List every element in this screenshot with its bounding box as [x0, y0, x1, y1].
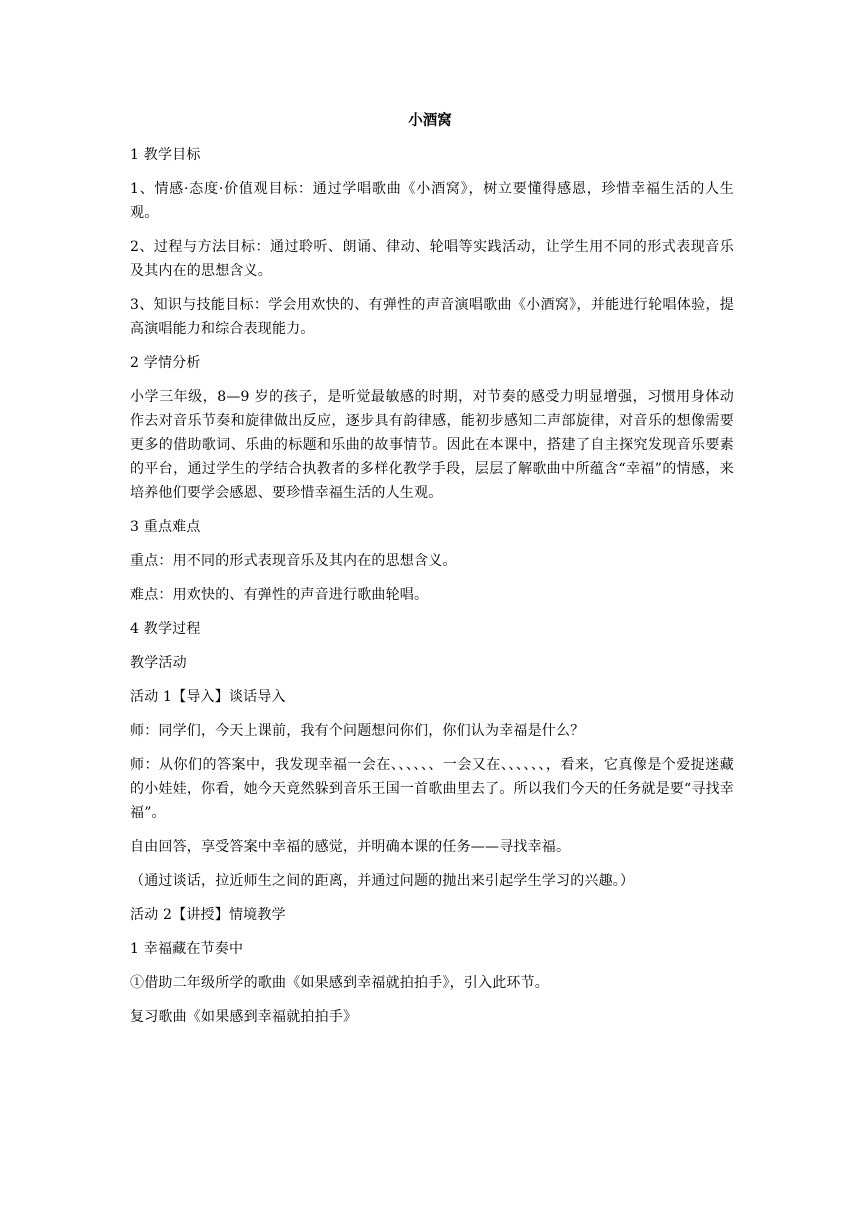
- paragraph-teaching-activities: 教学活动: [130, 655, 187, 671]
- paragraph-review-song: 复习歌曲《如果感到幸福就拍拍手》: [130, 1009, 358, 1025]
- section-heading-process: 4 教学过程: [130, 621, 201, 637]
- section-heading-key-points: 3 重点难点: [130, 519, 201, 535]
- paragraph-objective-1: 1、情感·态度·价值观目标：通过学唱歌曲《小酒窝》，树立要懂得感恩，珍惜幸福生活的人生观。: [130, 181, 734, 221]
- subsection-heading-rhythm: 1 幸福藏在节奏中: [130, 941, 244, 957]
- paragraph-analysis: 小学三年级，8—9 岁的孩子，是听觉最敏感的时期，对节奏的感受力明显增强，习惯用身体动作去对音乐节奏和旋律做出反应，逐步具有韵律感，能初步感知二声部旋律，对音乐的想像需要更多的借助歌词、乐曲的标题和乐曲的故事情节。因此在本课中，搭建了自主探究发现音乐要素的平台，通过学生的学结合执教者的多样化教学手段，层层了解歌曲中所蕴含“幸福”的情感，来培养他们要学会感恩、要珍惜幸福生活的人生观。: [130, 389, 734, 501]
- paragraph-difficult-point: 难点：用欢快的、有弹性的声音进行歌曲轮唱。: [130, 587, 429, 603]
- paragraph-note: （通过谈话，拉近师生之间的距离，并通过问题的抛出来引起学生学习的兴趣。）: [130, 873, 635, 889]
- section-heading-objectives: 1 教学目标: [130, 147, 201, 163]
- document-title: 小酒窝: [408, 112, 452, 129]
- paragraph-step-1: ①借助二年级所学的歌曲《如果感到幸福就拍拍手》，引入此环节。: [130, 975, 549, 991]
- paragraph-key-point: 重点：用不同的形式表现音乐及其内在的思想含义。: [130, 553, 457, 569]
- activity-2-heading: 活动 2【讲授】情境教学: [130, 907, 286, 923]
- paragraph-student-answer: 自由回答，享受答案中幸福的感觉，并明确本课的任务——寻找幸福。: [130, 839, 571, 855]
- activity-1-heading: 活动 1【导入】谈话导入: [130, 689, 286, 705]
- paragraph-teacher-response: 师：从你们的答案中，我发现幸福一会在、、、、、、一会又在、、、、、、，看来，它真像是个爱捉迷藏的小娃娃，你看，她今天竟然躲到音乐王国一首歌曲里去了。所以我们今天的任务就是要“寻找幸福”。: [130, 757, 734, 821]
- paragraph-teacher-question: 师：同学们，今天上课前，我有个问题想问你们，你们认为幸福是什么？: [130, 723, 585, 739]
- paragraph-objective-3: 3、知识与技能目标：学会用欢快的、有弹性的声音演唱歌曲《小酒窝》，并能进行轮唱体验，提高演唱能力和综合表现能力。: [130, 297, 734, 337]
- document-body: [130, 143, 734, 1039]
- section-heading-analysis: 2 学情分析: [130, 355, 201, 371]
- paragraph-objective-2: 2、过程与方法目标：通过聆听、朗诵、律动、轮唱等实践活动，让学生用不同的形式表现音乐及其内在的思想含义。: [130, 239, 734, 279]
